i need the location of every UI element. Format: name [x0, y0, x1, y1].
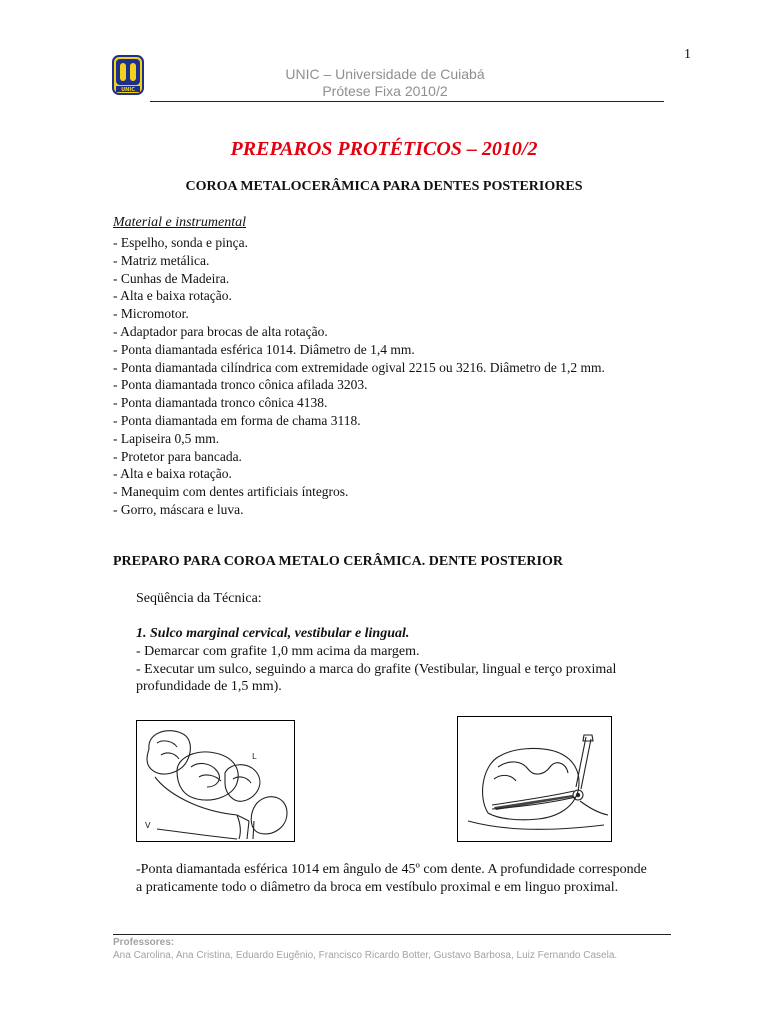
list-item: - Matriz metálica.: [113, 252, 210, 268]
list-item: - Adaptador para brocas de alta rotação.: [113, 323, 328, 339]
header-rule: [150, 101, 664, 102]
list-item: - Ponta diamantada tronco cônica afilada 3203.: [113, 377, 368, 393]
svg-text:UNIC: UNIC: [121, 87, 135, 94]
list-item: - Ponta diamantada cilíndrica com extremidade ogival 2215 ou 3216. Diâmetro de 1,2 mm.: [113, 359, 605, 375]
list-item: - Cunhas de Madeira.: [113, 270, 230, 286]
list-item: - Ponta diamantada esférica 1014. Diâmetro de 1,4 mm.: [113, 341, 415, 357]
list-item: - Espelho, sonda e pinça.: [113, 235, 248, 250]
list-item: - Ponta diamantada em forma de chama 3118.: [113, 412, 361, 428]
tooth-illustration-right: [457, 716, 612, 842]
step-line: profundidade de 1,5 mm).: [136, 679, 282, 694]
figure-caption: [136, 861, 696, 897]
footer-names: Ana Carolina, Ana Cristina, Eduardo Eugênio, Francisco Ricardo Botter, Gustavo Barbosa, Luiz Fernando Casela.: [113, 949, 618, 961]
bur-groove-drawing: [458, 717, 611, 841]
footer-rule: [113, 934, 671, 935]
list-item: - Protetor para bancada.: [113, 448, 242, 464]
header-institution: UNIC – Universidade de Cuiabá: [285, 66, 485, 82]
list-item: - Alta e baixa rotação.: [113, 466, 232, 482]
footer-label: Professores:: [113, 937, 175, 948]
page-footer: [113, 937, 617, 962]
step-1-text: [136, 643, 616, 696]
unic-logo: [112, 55, 144, 95]
list-item: - Lapiseira 0,5 mm.: [113, 430, 220, 446]
svg-text:V: V: [145, 821, 151, 830]
caption-line: -Ponta diamantada esférica 1014 em ângulo de 45º com dente. A profundidade corresponde: [136, 862, 647, 877]
document-title: PREPAROS PROTÉTICOS – 2010/2: [230, 138, 538, 160]
list-item: - Ponta diamantada tronco cônica 4138.: [113, 395, 328, 411]
list-item: - Alta e baixa rotação.: [113, 288, 232, 304]
caption-line: a praticamente todo o diâmetro da broca em vestíbulo proximal e em linguo proximal.: [136, 880, 619, 895]
molar-preparation-drawing: [137, 721, 294, 841]
section-heading: PREPARO PARA COROA METALO CERÂMICA. DENTE POSTERIOR: [113, 554, 563, 569]
technique-intro: Seqüência da Técnica:: [136, 591, 262, 606]
list-item: - Gorro, máscara e luva.: [113, 501, 244, 517]
tooth-illustration-left: [136, 720, 295, 842]
svg-text:L: L: [252, 752, 257, 761]
step-line: - Demarcar com grafite 1,0 mm acima da margem.: [136, 644, 420, 659]
page-header: [180, 66, 590, 100]
list-item: - Micromotor.: [113, 306, 189, 322]
header-course: Prótese Fixa 2010/2: [322, 83, 448, 99]
document-subtitle: COROA METALOCERÂMICA PARA DENTES POSTERIORES: [185, 179, 583, 194]
page-number: 1: [684, 47, 691, 62]
step-line: - Executar um sulco, seguindo a marca do grafite (Vestibular, lingual e terço proximal: [136, 661, 617, 677]
list-item: - Manequim com dentes artificiais íntegros.: [113, 484, 349, 500]
step-1-heading: 1. Sulco marginal cervical, vestibular e lingual.: [136, 626, 410, 641]
material-heading: Material e instrumental: [113, 215, 246, 230]
material-list: [113, 234, 605, 519]
